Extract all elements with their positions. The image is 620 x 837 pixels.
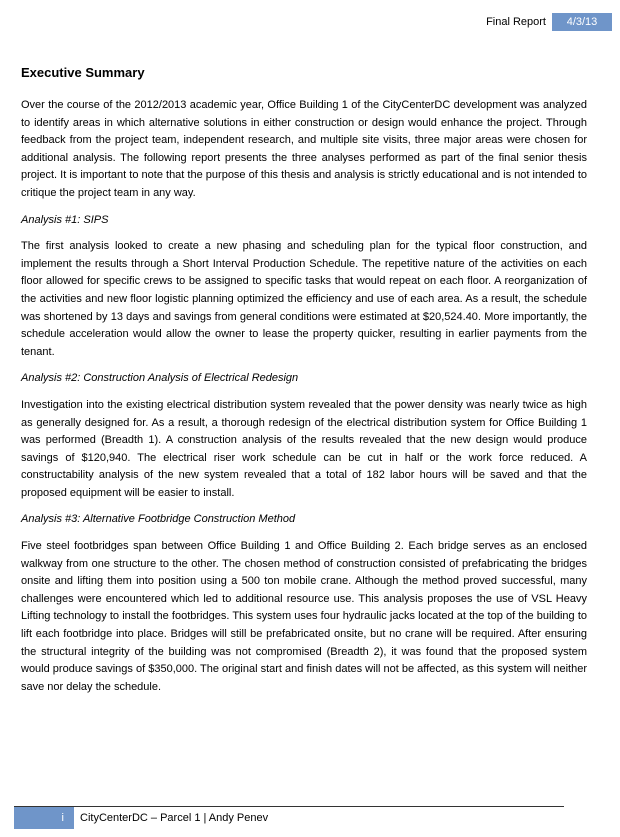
- intro-paragraph: Over the course of the 2012/2013 academic year, Office Building 1 of the CityCenterDC development was analyzed to identify areas in which alternative solutions in either construction or design would enhance the project. Through feedback from the project team, independent research, and multiple site visits, three major areas were chosen for additional analysis. The following report presents the three analyses performed as part of the final senior thesis project. It is important to note that the purpose of this thesis and analysis is strictly educational and is not intended to critique the project team in any way.: [21, 99, 587, 199]
- analysis-1-body: The first analysis looked to create a new phasing and scheduling plan for the typical floor construction, and implement the results through a Short Interval Production Schedule. The repetitive nature of the activities on each floor allowed for specific crews to be assigned to specific tasks that would repeat on each floor. A reorganization of the activities and new floor logistic planning optimized the efficiency and use of each area. As a result, the schedule was shortened by 13 days and savings from general conditions were estimated at $20,524.40. More importantly, the schedule acceleration would allow the owner to lease the property quicker, resulting in earlier payments from the tenant.: [21, 240, 587, 358]
- section-title: Executive Summary: [21, 65, 145, 80]
- analysis-1-heading: Analysis #1: SIPS: [21, 213, 109, 226]
- analysis-3-heading: Analysis #3: Alternative Footbridge Construction Method: [21, 513, 296, 526]
- document-body: [21, 64, 587, 705]
- analysis-3-body: Five steel footbridges span between Office Building 1 and Office Building 2. Each bridge serves as an enclosed walkway from one structure to the other. The chosen method of construction consisted of prefabricating the bridges onsite and lifting them into position using a 500 ton mobile crane. Although the method proved successful, many challenges were encountered which led to additional resource use. This analysis proposes the use of VSL Heavy Lifting technology to install the footbridges. This system uses four hydraulic jacks located at the top of the building to lift each footbridge into place. Bridges will still be prefabricated onsite, but no crane will be required. After ensuring the structural integrity of the building was not compromised (Breadth 2), it was found that the proposed system would produce savings of $350,000. The original start and finish dates will not be affected, as this system will neither save nor delay the schedule.: [21, 540, 587, 693]
- report-date: 4/3/13: [552, 13, 612, 31]
- footer-text: CityCenterDC – Parcel 1 | Andy Penev: [80, 812, 269, 824]
- report-label: Final Report: [486, 16, 546, 28]
- page-footer: [14, 806, 564, 829]
- page-header: [486, 13, 612, 31]
- page-number: i: [14, 807, 74, 829]
- analysis-2-body: Investigation into the existing electrical distribution system revealed that the power density was nearly twice as high as generally designed for. As a result, a thorough redesign of the electrical distribution system for Office Building 1 was performed (Breadth 1). A construction analysis of the results revealed that the new design would produce savings of $120,940. The electrical riser work schedule can be cut in half or the work force reduced. A constructability analysis of the new system revealed that a total of 182 labor hours will be saved and that the proposed equipment will be easier to install.: [21, 398, 587, 499]
- analysis-2-heading: Analysis #2: Construction Analysis of Electrical Redesign: [21, 372, 299, 385]
